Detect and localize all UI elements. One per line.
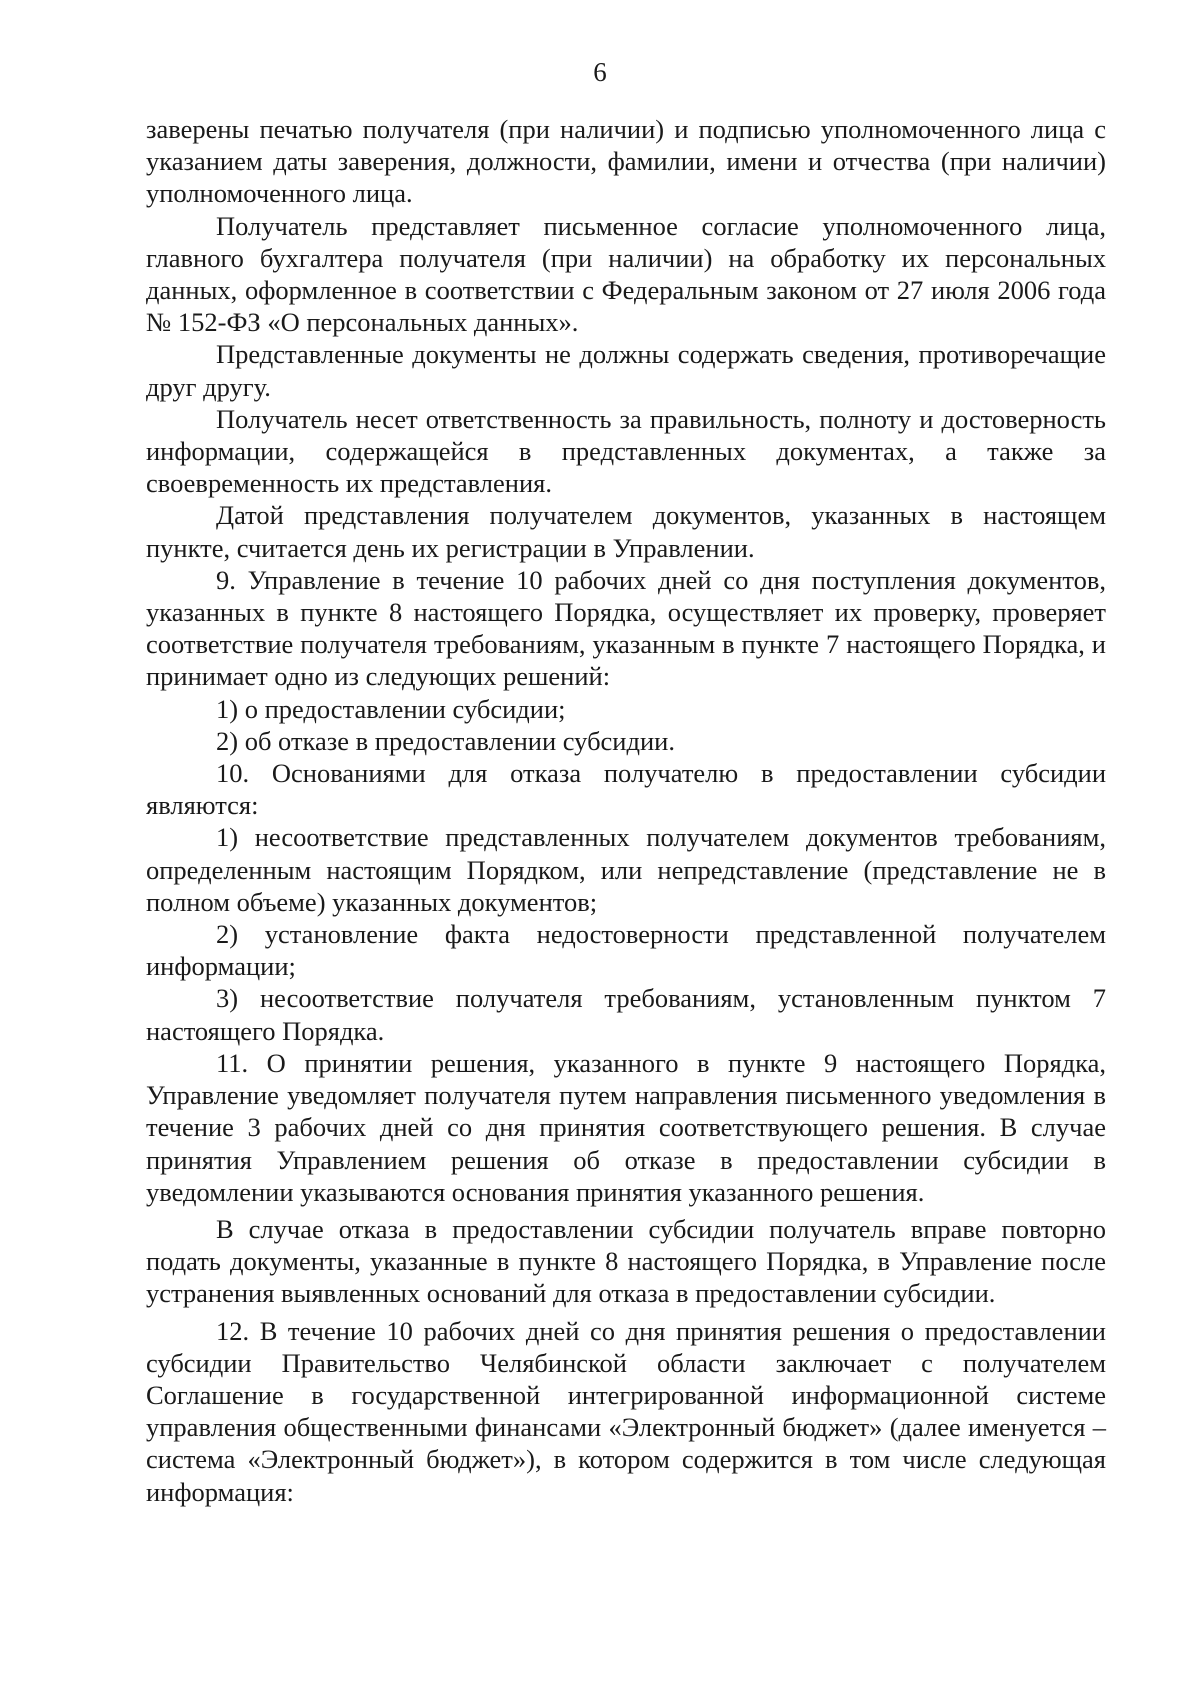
- paragraph: В случае отказа в предоставлении субсидии получатель вправе повторно подать документы, указанные в пункте 8 настоящего Порядка, в Управление после устранения выявленных оснований для отказа в предоставлении субсидии.: [146, 1213, 1106, 1309]
- list-item: 2) об отказе в предоставлении субсидии.: [216, 725, 675, 756]
- list-item: 1) несоответствие представленных получателем документов требованиям, определенным настоящим Порядком, или непредставление (представление не в полном объеме) указанных документов;: [146, 822, 1106, 917]
- list-item: 3) несоответствие получателя требованиям, установленным пунктом 7 настоящего Порядка.: [146, 983, 1106, 1046]
- paragraph: 9. Управление в течение 10 рабочих дней со дня поступления документов, указанных в пункте 8 настоящего Порядка, осуществляет их проверку, проверяет соответствие получателя требованиям, указанным в пункте 7 настоящего Порядка, и принимает одно из следующих решений:: [146, 564, 1106, 692]
- paragraph: Получатель представляет письменное согласие уполномоченного лица, главного бухгалтера получателя (при наличии) на обработку их персональных данных, оформленное в соответствии с Федеральным законом от 27 июля 2006 года № 152-ФЗ «О персональных данных».: [146, 210, 1106, 338]
- list-item: 2) установление факта недостоверности представленной получателем информации;: [146, 919, 1106, 982]
- paragraph: Датой представления получателем документов, указанных в настоящем пункте, считается день их регистрации в Управлении.: [146, 500, 1106, 563]
- paragraph: 11. О принятии решения, указанного в пункте 9 настоящего Порядка, Управление уведомляет получателя путем направления письменного уведомления в течение 3 рабочих дней со дня принятия соответствующего решения. В случае принятия Управлением решения об отказе в предоставлении субсидии в уведомлении указываются основания принятия указанного решения.: [146, 1047, 1106, 1207]
- paragraph: Представленные документы не должны содержать сведения, противоречащие друг другу.: [146, 339, 1106, 402]
- paragraph: заверены печатью получателя (при наличии) и подписью уполномоченного лица с указанием даты заверения, должности, фамилии, имени и отчества (при наличии) уполномоченного лица.: [146, 114, 1106, 209]
- paragraph: Получатель несет ответственность за правильность, полноту и достоверность информации, содержащейся в представленных документах, а также за своевременность их представления.: [146, 403, 1106, 499]
- page-number: 6: [593, 57, 607, 87]
- list-item: 1) о предоставлении субсидии;: [216, 693, 566, 724]
- paragraph: 12. В течение 10 рабочих дней со дня принятия решения о предоставлении субсидии Правительство Челябинской области заключает с получателем Соглашение в государственной интегрированной информационной системе управления общественными финансами «Электронный бюджет» (далее именуется – система «Электронный бюджет»), в котором содержится в том числе следующая информация:: [146, 1315, 1106, 1507]
- paragraph: 10. Основаниями для отказа получателю в предоставлении субсидии являются:: [146, 758, 1106, 821]
- document-body: [146, 113, 1106, 1508]
